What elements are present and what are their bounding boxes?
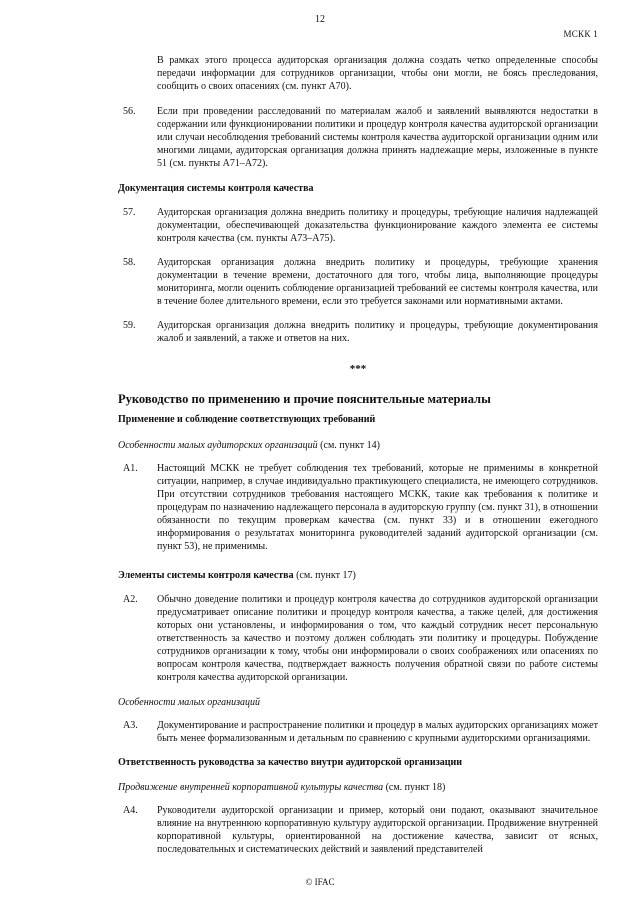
paragraph-a4	[118, 804, 598, 856]
section-heading-leadership: Ответственность руководства за качество внутри аудиторской организации	[118, 757, 462, 768]
footer-copyright: © IFAC	[305, 877, 335, 887]
paragraph-a1	[118, 462, 598, 553]
paragraph-number: 57.	[123, 207, 136, 218]
paragraph-number: 56.	[123, 106, 136, 117]
paragraph-text: Если при проведении расследований по материалам жалоб и заявлений выявляются недостатки в содержании или функционировании политики и процедур контроля качества аудиторской организации или случаи несоблюдения требований системы контроля качества аудиторской организации одним или многими лицами, аудиторская организация должна принять надлежащие меры, изложенные в пункте 51 (см. пункты A71–A72).	[157, 106, 598, 169]
document-code: МСКК 1	[563, 29, 598, 39]
paragraph-text: Аудиторская организация должна внедрить политику и процедуры, требующие документирования жалоб и заявлений, а также и ответов на них.	[157, 320, 598, 344]
section-heading-documentation: Документация системы контроля качества	[118, 183, 314, 194]
subheading-quality-culture	[118, 777, 598, 795]
subheading-italic: Продвижение внутренней корпоративной культуры качества	[118, 782, 384, 793]
paragraph-a2	[118, 593, 598, 684]
paragraph-text: Документирование и распространение политики и процедур в малых аудиторских организациях может быть менее формализованным и детальным по сравнению с крупными аудиторскими организациями.	[157, 720, 598, 744]
paragraph-57	[118, 206, 598, 245]
guidance-title: Руководство по применению и прочие пояснительные материалы	[118, 392, 491, 406]
paragraph-a3	[118, 719, 598, 745]
section-heading-application: Применение и соблюдение соответствующих требований	[118, 414, 376, 425]
paragraph-number: 59.	[123, 320, 136, 331]
paragraph-number: A2.	[123, 594, 138, 605]
paragraph-text: Аудиторская организация должна внедрить политику и процедуры, требующие хранения документации в течение времени, достаточного для того, чтобы лица, выполняющие процедуры мониторинга, могли оценить соблюдение организацией требований ее системы контроля качества, или в течение более длительного времени, если это требуется законами или нормативными актами.	[157, 257, 598, 307]
paragraph-number: A4.	[123, 805, 138, 816]
subheading-reference: (см. пункт 18)	[383, 782, 446, 793]
paragraph-text: Аудиторская организация должна внедрить политику и процедуры, требующие наличия надлежащей документации, обеспечивающей доказательства функционирование каждого элемента ее системы контроля качества (см. пункты A73–A75).	[157, 207, 598, 244]
paragraph-59	[118, 319, 598, 345]
paragraph-number: A3.	[123, 720, 138, 731]
intro-paragraph: В рамках этого процесса аудиторская организация должна создать четко определенные способы передачи информации для сотрудников организации, чтобы они могли, не боясь преследования, сообщить о своих опасениях (см. пункт A70).	[157, 55, 598, 92]
subheading-small-organizations: Особенности малых организаций	[118, 697, 261, 708]
subheading-small-firms	[118, 435, 598, 453]
page-body	[118, 54, 598, 856]
page-number: 12	[315, 14, 325, 25]
paragraph-number: 58.	[123, 257, 136, 268]
section-heading-elements	[118, 565, 598, 583]
paragraph-text: Обычно доведение политики и процедур контроля качества до сотрудников аудиторской организации предусматривает описание политики и процедур контроля качества, а также целей, для достижения которых они установлены, и информирования о том, что каждый сотрудник несет персональную ответственность за качество и поэтому должен соблюдать эти политику и процедуры. Побуждение сотрудников организации к тому, чтобы они информировали о своих соображениях или опасениях по вопросам контроля качества, подтверждает важность получения обратной связи по работе системы контроля качества аудиторской организации.	[157, 594, 598, 683]
paragraph-text: Руководители аудиторской организации и пример, который они подают, оказывают значительное влияние на внутреннюю корпоративную культуру аудиторской организации. Продвижение внутренней корпоративной культуры, ориентированной на достижение качества, зависит от ясных, последовательных и систематических действий и заявлений представителей	[157, 805, 598, 855]
section-heading-reference: (см. пункт 17)	[293, 570, 356, 581]
subheading-italic: Особенности малых аудиторских организаций	[118, 440, 318, 451]
paragraph-text: Настоящий МСКК не требует соблюдения тех требований, которые не применимы в конкретной ситуации, например, в случае индивидуально практикующего специалиста, не имеющего сотрудников. При отсутствии сотрудников требования настоящего МСКК, такие как требования к политике и процедурам по назначению надлежащего персонала в аудиторскую группу (см. пункт 31), в отношении обязанности по текущим проверкам качества (см. пункт 33) и в отношении ежегодного информирования о результатах мониторинга руководителей заданий аудиторской организации (см. пункт 53), не применимы.	[157, 463, 598, 552]
section-heading-text: Элементы системы контроля качества	[118, 570, 294, 581]
paragraph-58	[118, 256, 598, 308]
subheading-reference: (см. пункт 14)	[317, 440, 380, 451]
paragraph-number: A1.	[123, 463, 138, 474]
section-separator: ***	[349, 363, 367, 375]
paragraph-56	[118, 105, 598, 170]
